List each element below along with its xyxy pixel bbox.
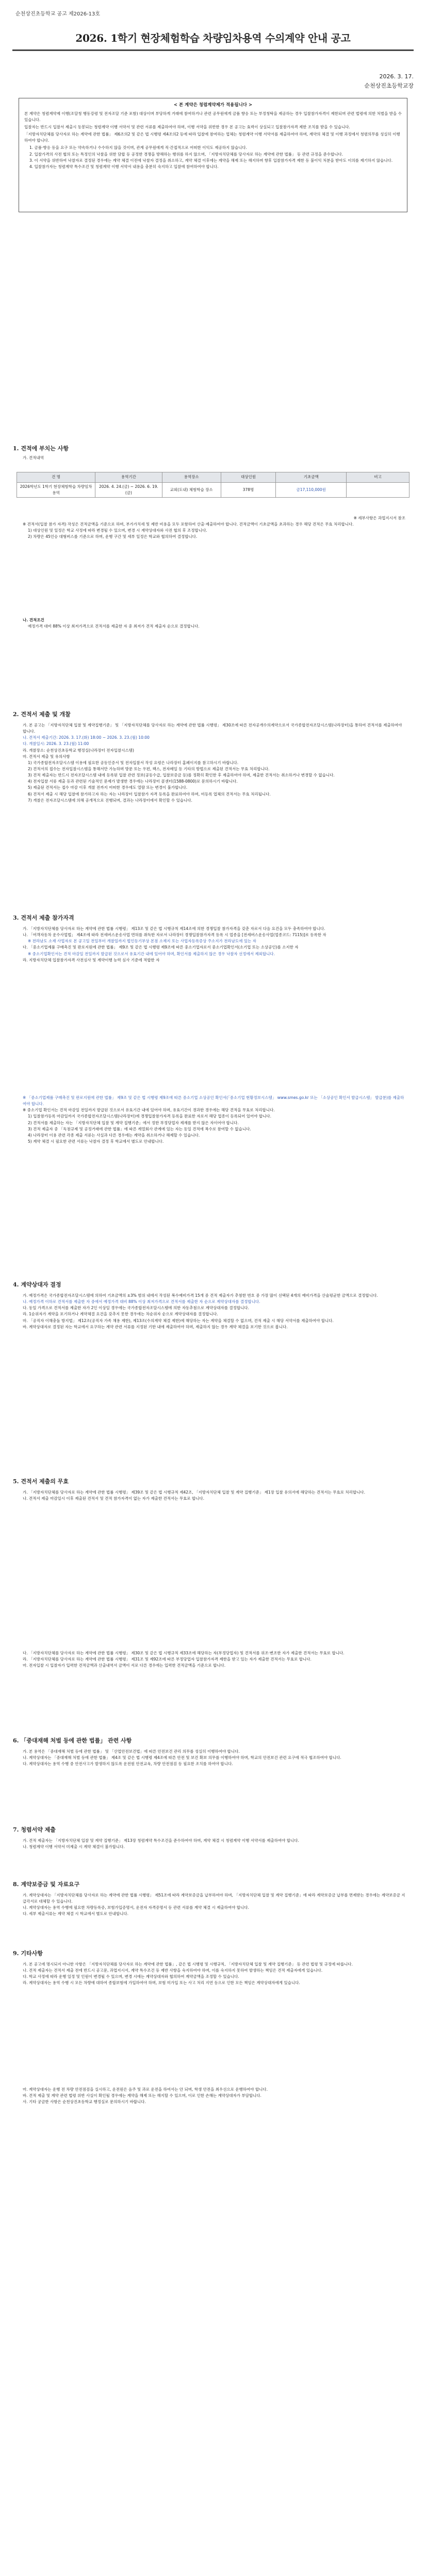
table-header-cell: 용역기간 xyxy=(95,472,162,483)
section-3-body xyxy=(23,926,405,963)
list-item: 사. 기타 궁금한 사항은 순천상진초등학교 행정실로 문의하시기 바랍니다. xyxy=(23,2099,146,2105)
box-item: 3. 이 서약을 위반하여 낙찰자로 결정된 경우에는 계약 체결 이전에 낙찰자 결정을 취소하고, 계약 체결 이후에는 계약을 해제 또는 해지하며 향후 입찰참가자격 제한 등 불이익 처분을 받아도 이의를 제기하지 않습니다. xyxy=(29,158,393,163)
section-5-heading: 5. 견적서 제출의 무효 xyxy=(13,1478,69,1485)
list-item: 1) 입찰참가등록 마감일까지 국가종합전자조달시스템(나라장터)에 경쟁입찰참가자격 등록을 완료한 자로서 해당 업종이 등록되어 있어야 합니다. xyxy=(28,1114,271,1119)
opening-datetime: 다. 개찰일시: 2026. 3. 23.(월) 11:00 xyxy=(23,741,89,747)
list-item: 바. 견적 제출 및 계약 관련 법령 위반 사실이 확인될 경우에는 계약을 해제 또는 해지할 수 있으며, 이로 인한 손해는 계약상대자가 부담합니다. xyxy=(23,2093,261,2098)
section-4-body xyxy=(23,1293,405,1330)
list-item: 마. 「공직자 이해충돌 방지법」 제12조(공직자 가족 채용 제한), 제13조(수의계약 체결 제한)에 해당하는 자는 계약을 체결할 수 없으며, 견적 제출 시 해당 서약서를 제출하여야 합니다. xyxy=(23,1318,334,1323)
section-5-body xyxy=(23,1489,405,1502)
contract-table xyxy=(17,472,409,498)
table-cell: 378명 xyxy=(221,483,276,498)
section-9-heading: 9. 기타사항 xyxy=(13,1950,43,1957)
table-header-row xyxy=(17,472,409,483)
list-item: 3) 견적 제출자는 반드시 전자조달시스템 내에 등록된 입찰 관련 정보(공동수급, 입찰보증금 등)를 정확히 확인한 후 제출하여야 하며, 제출한 견적서는 취소하거나 변경할 수 없습니다. xyxy=(28,773,335,778)
list-item: 7) 개찰은 전자조달시스템에 의해 공개적으로 진행되며, 결과는 나라장터에서 확인할 수 있습니다. xyxy=(28,798,192,803)
list-item: 가. 예정가격은 국가종합전자조달시스템에 의하여 기초금액의 ±3% 범위 내에서 작성된 복수예비가격 15개 중 견적 제출자가 추첨한 번호 중 가장 많이 선택된 4개의 예비가격을 산술평균한 금액으로 결정합니다. xyxy=(23,1293,378,1298)
issuer-org: 순천상진초등학교장 xyxy=(364,82,414,89)
box-item: 1. 금품·향응 등을 요구 또는 약속하거나 수수하지 않을 것이며, 관계 공무원에게 직·간접적으로 어떠한 이익도 제공하지 않습니다. xyxy=(29,145,247,150)
list-item: 바. 계약상대자로 결정된 자는 학교에서 요구하는 계약 관련 서류를 지정된 기한 내에 제출하여야 하며, 제출하지 않는 경우 계약 체결을 포기한 것으로 봅니다. xyxy=(23,1324,288,1329)
table-cell: 2026. 4. 24.(금) ~ 2026. 6. 19.(금) xyxy=(95,483,162,498)
list-item: 2) 견적서를 제출하는 자는 「지방자치단체 입찰 및 계약 집행기준」에서 정한 부정당업자 제재를 받지 않은 자이어야 합니다. xyxy=(28,1120,239,1125)
section-9-continued xyxy=(23,2087,405,2105)
section-5-continued xyxy=(23,1650,405,1669)
list-item: 가. 본 공고는 「지방자치단체 입찰 및 계약집행기준」 및 「지방자치단체를 당사자로 하는 계약에 관한 법률 시행령」 제30조에 따른 전자공개수의계약으로서 국가종합전자조달시스템(나라장터)을 통하여 견적서를 제출하여야 합니다. xyxy=(23,723,402,734)
section-1-notes xyxy=(23,515,405,540)
section-2-body xyxy=(23,722,405,804)
table-header-cell: 기초금액 xyxy=(276,472,347,483)
list-item: 라. 계약상대자는 용역 수행 시 모든 차량에 대하여 종합보험에 가입하여야 하며, 보험 미가입 또는 사고 처리 지연 등으로 인한 모든 책임은 계약상대자에게 있습니다. xyxy=(23,1980,300,1986)
list-item: 5) 제출된 견적서는 접수 마감 이후 개찰 전까지 어떠한 경우에도 열람 또는 변경이 불가합니다. xyxy=(28,785,188,790)
list-item: 2) 견적서의 접수는 전자입찰시스템을 통해서만 가능하며 방문 또는 우편, 팩스, 전자메일 등 기타의 방법으로 제출된 견적서는 무효 처리합니다. xyxy=(28,766,270,771)
list-item: 나. 예정가격 이하로 견적서를 제출한 자 중에서 예정가격 대비 88% 이상 최저가격으로 견적서를 제출한 자 순으로 계약상대자를 결정합니다. xyxy=(23,1299,260,1304)
list-item: 나. 계약상대자는 「중대재해 처벌 등에 관한 법률」 제4조 및 같은 법 시행령 제4조에 따른 안전 및 보건 확보 의무를 이행하여야 하며, 학교의 안전보건 관련 요구에 적극 협조하여야 합니다. xyxy=(23,1755,341,1760)
list-item: 나. 견적서 제출 마감일시 이후 제출된 견적서 및 견적 참가자격이 없는 자가 제출한 견적서는 무효로 합니다. xyxy=(23,1496,205,1501)
list-item: 가. 「지방자치단체를 당사자로 하는 계약에 관한 법률 시행령」 제13조 및 같은 법 시행규칙 제14조에 의한 경쟁입찰 참가자격을 갖춘 자로서 다음 요건을 모두 충족하여야 합니다. xyxy=(23,926,325,931)
table-header-cell: 건 명 xyxy=(17,472,95,483)
section-8-body xyxy=(23,1892,405,1918)
table-header-cell: 대상인원 xyxy=(221,472,276,483)
list-item: 다. 「중소기업제품 구매촉진 및 판로지원에 관한 법률」 제9조 및 같은 법 시행령 제9조에 따른 중소기업자로서 중소기업확인서(소기업 또는 소상공인)를 소지한 자 xyxy=(23,945,299,950)
section-4-heading: 4. 계약상대자 결정 xyxy=(13,1281,61,1288)
box-paragraph: 본 계약은 청렴계약제 이행(조달청 행동강령 및 전자조달 기준 포함) 대상이며 부당하게 거래에 참여하거나 관련 공무원에게 금품 향응 또는 부정청탁을 제공하는 경우 입찰참가자격이 제한되며 관련 법령에 의한 처벌을 받을 수 있습니다. xyxy=(24,111,402,122)
section-8-heading: 8. 계약보증금 및 자료요구 xyxy=(13,1881,80,1888)
section-9-body xyxy=(23,1961,405,1987)
list-item: 라. 「지방자치단체를 당사자로 하는 계약에 관한 법률 시행령」 제31조 및 제92조에 따른 부정당업자 입찰참가자격 제한을 받고 있는 자가 제출한 견적서는 무효로 합니다. xyxy=(23,1657,312,1662)
table-cell: 2026학년도 1학기 현장체험학습 차량임차용역 xyxy=(17,483,95,498)
list-item: 다. 세부 제출서류는 계약 체결 시 학교에서 별도로 안내합니다. xyxy=(23,1911,128,1917)
submission-period: 나. 견적서 제출기간: 2026. 3. 17.(화) 18:00 ~ 2026. 3. 23.(월) 10:00 xyxy=(23,735,150,740)
section-3-heading: 3. 견적서 제출 참가자격 xyxy=(13,914,74,921)
table-header-cell: 용역장소 xyxy=(162,472,221,483)
list-item: 마. 계약상대자는 운행 전 차량 안전점검을 실시하고, 운전원은 음주 및 과로 운전을 하여서는 안 되며, 학생 안전을 최우선으로 운행하여야 합니다. xyxy=(23,2087,268,2092)
note-line: 1) 대상인원 및 일정은 학교 사정에 따라 변경될 수 있으며, 변경 시 계약상대자와 사전 협의 후 조정합니다. xyxy=(28,528,207,533)
list-item: 다. 「지방자치단체를 당사자로 하는 계약에 관한 법률 시행령」 제30조 및 같은 법 시행규칙 제33조에 해당하는 자(부정당업자) 및 견적서를 위조·변조한 자가 제출한 견적서는 무효로 합니다. xyxy=(23,1651,345,1655)
list-item: 나. 견적 제출자는 견적서 제출 전에 반드시 공고문, 과업지시서, 계약 특수조건 등 제반 사항을 숙지하여야 하며, 이를 숙지하지 못하여 발생하는 책임은 견적 제출자에게 있습니다. xyxy=(23,1968,323,1973)
list-item: 라. 지방자치단체 입찰참가자격 사전심사 및 계약이행 능력 심사 기준에 적합한 자 xyxy=(23,957,160,962)
list-item: 나. 계약상대자는 용역 수행에 필요한 차량등록증, 보험가입증명서, 운전자 자격증명서 등 관련 서류를 계약 체결 시 제출하여야 합니다. xyxy=(23,1905,249,1910)
section-1-heading: 1. 견적에 부치는 사항 xyxy=(13,445,69,452)
list-item: 가. 본 용역은 「중대재해 처벌 등에 관한 법률」 및 「산업안전보건법」에 따른 안전보건 관리 의무를 성실히 이행하여야 합니다. xyxy=(23,1749,240,1754)
box-paragraph: 입찰자는 반드시 입찰서 제출시 동봉되는 청렴계약 이행 서약서 및 관련 서류를 제출하여야 하며, 이행 서약을 위반한 경우 본 공고는 효력이 상실되고 입찰참가자격 제한 조치를 받을 수 있습니다. xyxy=(24,125,350,130)
table-cell: 교외(도내) 체험학습 장소 xyxy=(162,483,221,498)
list-item: 다. 학교 사정에 따라 운행 일정 및 인원이 변경될 수 있으며, 변경 시에는 계약상대자와 협의하여 계약금액을 조정할 수 있습니다. xyxy=(23,1974,239,1979)
list-item: ※ 「중소기업제품 구매촉진 및 판로지원에 관한 법률」 제9조 및 같은 법 시행령 제9조에 따른 중소기업 소상공인 확인서(「중소기업 현황정보시스템」 www.smes.go.kr 또는 「소상공인 확인서 발급시스템」 발급분)를 제출하여야 합니다. xyxy=(23,1095,404,1107)
list-item: 4) 나라장터 이용 관련 각종 제출 서류는 사실과 다른 경우에는 계약을 취소하거나 해제할 수 있습니다. xyxy=(28,1132,200,1138)
subsection-heading: 나. 견적조건 xyxy=(23,618,44,622)
list-item: 나. 청렴계약 이행 서약서 미제출 시 계약 체결이 불가합니다. xyxy=(23,1844,125,1850)
section-3-continued xyxy=(23,1095,405,1145)
list-item: 가. 「지방자치단체를 당사자로 하는 계약에 관한 법률 시행령」 제39조 및 같은 법 시행규칙 제42조, 「지방자치단체 입찰 및 계약 집행기준」 제1장 입찰 유의서에 해당하는 견적서는 무효로 처리합니다. xyxy=(23,1490,365,1495)
note-line: 2) 차량은 45인승 대형버스를 기준으로 하며, 운행 구간 및 세부 일정은 학교와 협의하여 결정합니다. xyxy=(28,534,198,539)
list-item: 마. 견적서 제출 및 유의사항 xyxy=(23,754,70,759)
list-item: 4) 전자입찰 서류 제출 등과 관련된 기술적인 문제가 발생한 경우에는 나라장터 콜센터(1588-0800)로 문의하시기 바랍니다. xyxy=(28,779,238,784)
list-item: ※ 전라남도 소재 사업자로 본 공고일 전일부터 개찰일까지 법인등기부상 본점 소재지 또는 사업자등록증상 주소지가 전라남도에 있는 자 xyxy=(28,939,256,944)
section-6-body xyxy=(23,1749,405,1767)
condition-line: 예정가격 대비 88% 이상 최저가격으로 견적서를 제출한 자 중 최저가 견적 제출자 순으로 결정합니다. xyxy=(28,624,200,629)
title-divider xyxy=(12,49,414,51)
list-item: 가. 본 공고에 명시되지 아니한 사항은 「지방자치단체를 당사자로 하는 계약에 관한 법률」, 같은 법 시행령 및 시행규칙, 「지방자치단체 입찰 및 계약 집행기준」 등 관련 법령 및 규정에 따릅니다. xyxy=(23,1962,353,1967)
list-item: 가. 계약상대자는 「지방자치단체를 당사자로 하는 계약에 관한 법률 시행령」 제51조에 따라 계약보증금을 납부하여야 하며, 「지방자치단체 입찰 및 계약 집행기준」에 따라 계약보증금 납부를 면제받는 경우에는 계약보증금 지급각서로 대체할 수 있습니다. xyxy=(23,1893,405,1904)
table-footnote: ※ 세부사항은 과업지시서 참조 xyxy=(353,516,405,520)
list-item: 라. 개찰장소: 순천상진초등학교 행정실(나라장터 전자입찰시스템) xyxy=(23,748,134,753)
integrity-contract-box xyxy=(19,98,407,212)
page-title: 2026. 1학기 현장체험학습 차량임차용역 수의계약 안내 공고 xyxy=(75,32,351,44)
table-cell xyxy=(347,483,409,498)
section-2-heading: 2. 견적서 제출 및 개찰 xyxy=(13,711,71,718)
list-item: 3) 견적 제출자 중 「독점규제 및 공정거래에 관한 법률」에 따른 계열회사 관계에 있는 자는 동일 견적에 복수로 참여할 수 없습니다. xyxy=(28,1126,251,1131)
section-1-sub: 가. 견적내역 xyxy=(23,455,44,460)
announce-date: 2026. 3. 17. xyxy=(379,73,414,80)
list-item: 1) 국가종합전자조달시스템 이용에 필요한 공동인증서 및 전자입찰서 작성 요령은 나라장터 홈페이지를 참고하시기 바랍니다. xyxy=(28,760,239,765)
box-item: 4. 입찰참가자는 청렴계약 특수조건 및 청렴계약 이행 서약서 내용을 충분히 숙지하고 입찰에 참여하여야 합니다. xyxy=(29,164,219,169)
list-item: 다. 계약상대자는 용역 수행 중 안전사고가 발생하지 않도록 운전원 안전교육, 차량 안전점검 등 필요한 조치를 하여야 합니다. xyxy=(23,1761,233,1767)
notice-number: 순천상진초등학교 공고 제2026-13호 xyxy=(15,11,101,17)
note-line: ※ 견적서(입찰 참가 자격) 작성은 견적금액을 기준으로 하며, 부가가치세 및 제반 비용을 모두 포함하여 산출·제출하여야 합니다. 견적금액이 기초금액을 초과하는 경우 해당 견적은 무효 처리합니다. xyxy=(23,522,354,527)
list-item: ※ 중소기업 확인서는 견적 마감일 전일까지 발급된 것으로서 유효기간 내에 있어야 하며, 유효기간이 경과한 경우에는 해당 견적을 무효로 처리합니다. xyxy=(23,1108,275,1113)
table-row xyxy=(17,483,409,498)
box-item: 2. 입찰가격의 사전 협의 또는 특정인의 낙찰을 위한 담합 등 공정한 경쟁을 방해하는 행위를 하지 않으며, 「지방자치단체를 당사자로 하는 계약에 관한 법률」 등 관련 규정을 준수합니다. xyxy=(29,151,343,157)
box-heading: < 본 계약은 청렴계약제가 적용됩니다 > xyxy=(173,103,253,108)
list-item: 가. 견적 제출자는 「지방자치단체 입찰 및 계약 집행기준」 제13장 청렴계약 특수조건을 준수하여야 하며, 계약 체결 시 청렴계약 이행 서약서를 제출하여야 합니다. xyxy=(23,1838,299,1843)
section-7-heading: 7. 청렴서약 제출 xyxy=(13,1826,56,1833)
base-amount-cell: 금17,110,000원 xyxy=(276,483,347,498)
list-item: 6) 견적서 제출 시 해당 입찰에 참가하고자 하는 자는 나라장터 입찰참가 자격 등록을 완료하여야 하며, 미등록 업체의 견적서는 무효 처리됩니다. xyxy=(28,791,271,796)
list-item: 나. 「여객자동차 운수사업법」 제4조에 따라 전세버스운송사업 면허를 취득한 자로서 나라장터 경쟁입찰참가자격 등록 시 업종을 [전세버스운송사업(업종코드: 7115)]로 등록한 자 xyxy=(23,933,326,938)
section-7-body xyxy=(23,1838,405,1850)
list-item: 마. 전자입찰 시 입찰자가 입력한 견적금액과 산출내역서 금액이 서로 다른 경우에는 입력한 견적금액을 기준으로 합니다. xyxy=(23,1663,226,1668)
list-item: 다. 동일 가격으로 견적서를 제출한 자가 2인 이상일 경우에는 국가종합전자조달시스템에 의한 자동추첨으로 계약상대자를 결정합니다. xyxy=(23,1306,250,1311)
section-1-conditions xyxy=(23,617,405,630)
list-item: ※ 중소기업확인서는 견적 마감일 전일까지 발급된 것으로서 유효기간 내에 있어야 하며, 확인서를 제출하지 않은 경우 낙찰자 선정에서 제외합니다. xyxy=(28,951,275,956)
section-6-heading: 6. 「중대재해 처벌 등에 관한 법률」 관련 사항 xyxy=(13,1737,132,1744)
box-paragraph: 「지방자치단체를 당사자로 하는 계약에 관한 법률」 제6조의2 및 같은 법 시행령 제4조의2 등에 따라 입찰에 참여하는 업체는 청렴계약 이행 서약서를 제출하여야 하며, 계약의 체결 및 이행 과정에서 청렴의무를 성실히 이행하여야 합니다. xyxy=(24,132,400,143)
table-header-cell: 비고 xyxy=(347,472,409,483)
list-item: 5) 계약 체결 시 필요한 관련 서류는 낙찰자 결정 후 학교에서 별도로 안내합니다. xyxy=(28,1139,164,1144)
list-item: 라. 1순위자가 계약을 포기하거나 계약체결 요건을 갖추지 못한 경우에는 차순위자 순으로 계약상대자를 결정합니다. xyxy=(23,1312,218,1317)
